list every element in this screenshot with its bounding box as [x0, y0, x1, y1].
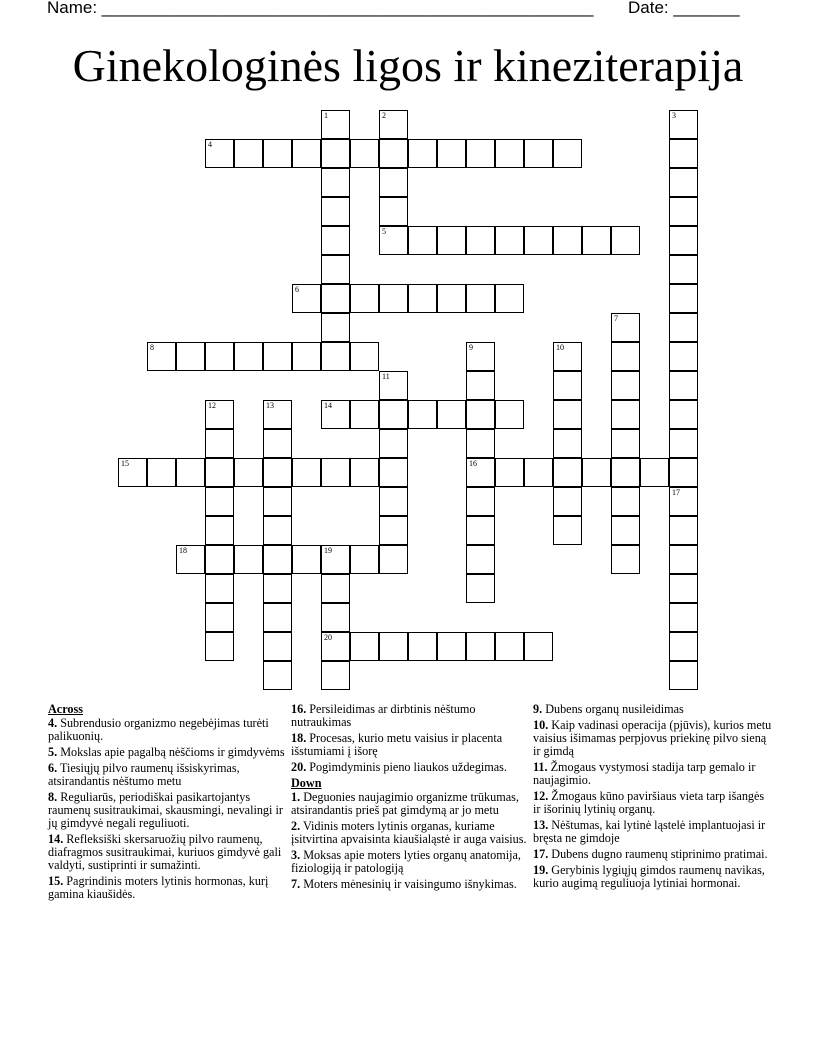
- grid-cell[interactable]: [350, 545, 379, 574]
- grid-cell[interactable]: [263, 400, 292, 429]
- grid-cell[interactable]: [350, 342, 379, 371]
- grid-cell[interactable]: [669, 110, 698, 139]
- clue-down-11: 11. Žmogaus vystymosi stadija tarp gemalo ir naujagimio.: [533, 760, 756, 787]
- grid-cell[interactable]: [350, 284, 379, 313]
- grid-cell[interactable]: [524, 632, 553, 661]
- grid-cell[interactable]: [553, 226, 582, 255]
- grid-cell[interactable]: [379, 168, 408, 197]
- grid-cell[interactable]: [495, 226, 524, 255]
- grid-cell[interactable]: [379, 487, 408, 516]
- clue-down-2: 2. Vidinis moters lytinis organas, kuriame įsitvirtina apvaisinta kiaušialąstė ir auga vaisius.: [291, 819, 527, 846]
- grid-cell[interactable]: [263, 458, 292, 487]
- grid-cell[interactable]: [408, 632, 437, 661]
- grid-cell[interactable]: [234, 139, 263, 168]
- clue-number: 2: [382, 111, 386, 120]
- grid-cell[interactable]: [379, 458, 408, 487]
- grid-cell[interactable]: [669, 603, 698, 632]
- grid-cell[interactable]: [205, 516, 234, 545]
- grid-cell[interactable]: [669, 284, 698, 313]
- grid-cell[interactable]: [495, 458, 524, 487]
- clue-across-20: 20. Pogimdyminis pieno liaukos uždegimas.: [291, 760, 507, 774]
- clue-number: 19: [324, 546, 332, 555]
- grid-cell[interactable]: [669, 545, 698, 574]
- clue-number: 8: [150, 343, 154, 352]
- grid-cell[interactable]: [205, 487, 234, 516]
- grid-cell[interactable]: [292, 284, 321, 313]
- grid-cell[interactable]: [669, 139, 698, 168]
- clue-down-17: 17. Dubens dugno raumenų stiprinimo pratimai.: [533, 847, 768, 861]
- grid-cell[interactable]: [321, 284, 350, 313]
- clue-number: 16: [469, 459, 477, 468]
- grid-cell[interactable]: [553, 342, 582, 371]
- grid-cell[interactable]: [669, 458, 698, 487]
- clue-across-8: 8. Reguliarūs, periodiškai pasikartojantys raumenų susitraukimai, skausmingi, nevalingi ir jų gimdyvė negali reguliuoti.: [48, 790, 283, 830]
- grid-cell[interactable]: [553, 487, 582, 516]
- clue-number: 3: [672, 111, 676, 120]
- grid-cell[interactable]: [263, 139, 292, 168]
- grid-cell[interactable]: [379, 516, 408, 545]
- grid-cell[interactable]: [466, 516, 495, 545]
- grid-cell[interactable]: [437, 139, 466, 168]
- grid-cell[interactable]: [669, 197, 698, 226]
- grid-cell[interactable]: [234, 342, 263, 371]
- grid-cell[interactable]: [147, 342, 176, 371]
- grid-cell[interactable]: [205, 632, 234, 661]
- page-title: Ginekologinės ligos ir kineziterapija: [72, 40, 744, 91]
- grid-cell[interactable]: [553, 429, 582, 458]
- grid-cell[interactable]: [669, 342, 698, 371]
- grid-cell[interactable]: [582, 458, 611, 487]
- grid-cell[interactable]: [263, 545, 292, 574]
- clue-down-13: 13. Nėštumas, kai lytinė ląstelė implantuojasi ir bręsta ne gimdoje: [533, 818, 766, 845]
- grid-cell[interactable]: [466, 284, 495, 313]
- grid-cell[interactable]: [321, 255, 350, 284]
- grid-cell[interactable]: [669, 516, 698, 545]
- clue-number: 1: [324, 111, 328, 120]
- grid-cell[interactable]: [205, 603, 234, 632]
- grid-cell[interactable]: [292, 545, 321, 574]
- clue-number: 20: [324, 633, 332, 642]
- grid-cell[interactable]: [553, 516, 582, 545]
- grid-cell[interactable]: [611, 371, 640, 400]
- clue-across-6: 6. Tiesiųjų pilvo raumenų išsiskyrimas, atsirandantis nėštumo metu: [48, 761, 240, 788]
- grid-cell[interactable]: [147, 458, 176, 487]
- grid-cell[interactable]: [611, 400, 640, 429]
- grid-cell[interactable]: [118, 458, 147, 487]
- clue-number: 6: [295, 285, 299, 294]
- grid-cell[interactable]: [669, 400, 698, 429]
- grid-cell[interactable]: [437, 226, 466, 255]
- grid-cell[interactable]: [611, 342, 640, 371]
- clues-column-3: [533, 703, 773, 893]
- grid-cell[interactable]: [669, 313, 698, 342]
- grid-cell[interactable]: [205, 545, 234, 574]
- grid-cell[interactable]: [321, 603, 350, 632]
- grid-cell[interactable]: [669, 371, 698, 400]
- grid-cell[interactable]: [611, 429, 640, 458]
- date-field: Date: _______: [628, 0, 740, 17]
- clue-number: 12: [208, 401, 216, 410]
- grid-cell[interactable]: [640, 458, 669, 487]
- grid-cell[interactable]: [408, 400, 437, 429]
- clue-across-4: 4. Subrendusio organizmo negebėjimas turėti palikuonių.: [48, 716, 269, 743]
- grid-cell[interactable]: [553, 400, 582, 429]
- grid-cell[interactable]: [611, 226, 640, 255]
- grid-cell[interactable]: [350, 139, 379, 168]
- clue-number: 18: [179, 546, 187, 555]
- grid-cell[interactable]: [321, 458, 350, 487]
- grid-cell[interactable]: [176, 545, 205, 574]
- grid-cell[interactable]: [611, 487, 640, 516]
- grid-cell[interactable]: [205, 342, 234, 371]
- clue-down-12: 12. Žmogaus kūno paviršiaus vieta tarp išangės ir išorinių lytinių organų.: [533, 789, 765, 816]
- grid-cell[interactable]: [321, 632, 350, 661]
- grid-cell[interactable]: [669, 226, 698, 255]
- clue-number: 11: [382, 372, 390, 381]
- grid-cell[interactable]: [408, 284, 437, 313]
- grid-cell[interactable]: [379, 371, 408, 400]
- clue-down-19: 19. Gerybinis lygiųjų gimdos raumenų navikas, kurio augimą reguliuoja lytiniai hormonai.: [533, 863, 765, 890]
- clue-number: 7: [614, 314, 618, 323]
- grid-cell[interactable]: [321, 139, 350, 168]
- grid-cell[interactable]: [437, 400, 466, 429]
- clue-across-14: 14. Refleksiški skersaruožių pilvo raumenų, diafragmos susitraukimai, kuriuos gimdyvė gali valdyti, sustiprinti ir sumažinti.: [48, 832, 282, 872]
- grid-cell[interactable]: [495, 139, 524, 168]
- across-heading: Across: [48, 702, 83, 716]
- grid-cell[interactable]: [495, 632, 524, 661]
- clue-number: 10: [556, 343, 564, 352]
- grid-cell[interactable]: [466, 400, 495, 429]
- grid-cell[interactable]: [234, 458, 263, 487]
- grid-cell[interactable]: [350, 400, 379, 429]
- grid-cell[interactable]: [263, 487, 292, 516]
- grid-cell[interactable]: [466, 632, 495, 661]
- grid-cell[interactable]: [379, 632, 408, 661]
- clue-across-15: 15. Pagrindinis moters lytinis hormonas, kurį gamina kiaušidės.: [48, 874, 269, 901]
- grid-cell[interactable]: [205, 574, 234, 603]
- grid-cell[interactable]: [466, 458, 495, 487]
- grid-cell[interactable]: [350, 632, 379, 661]
- grid-cell[interactable]: [350, 458, 379, 487]
- clue-number: 13: [266, 401, 274, 410]
- grid-cell[interactable]: [495, 284, 524, 313]
- grid-cell[interactable]: [669, 661, 698, 690]
- grid-cell[interactable]: [669, 255, 698, 284]
- grid-cell[interactable]: [379, 284, 408, 313]
- grid-cell[interactable]: [292, 342, 321, 371]
- grid-cell[interactable]: [524, 226, 553, 255]
- grid-cell[interactable]: [669, 574, 698, 603]
- clue-number: 17: [672, 488, 680, 497]
- grid-cell[interactable]: [263, 574, 292, 603]
- grid-cell[interactable]: [321, 342, 350, 371]
- grid-cell[interactable]: [379, 400, 408, 429]
- grid-cell[interactable]: [669, 429, 698, 458]
- clue-number: 5: [382, 227, 386, 236]
- grid-cell[interactable]: [321, 661, 350, 690]
- grid-cell[interactable]: [524, 458, 553, 487]
- grid-cell[interactable]: [321, 168, 350, 197]
- clues-column-2: [291, 703, 531, 894]
- grid-cell[interactable]: [582, 226, 611, 255]
- clues-column-1: [48, 703, 288, 904]
- grid-cell[interactable]: [466, 342, 495, 371]
- grid-cell[interactable]: [321, 545, 350, 574]
- grid-cell[interactable]: [611, 313, 640, 342]
- grid-cell[interactable]: [466, 371, 495, 400]
- grid-cell[interactable]: [379, 226, 408, 255]
- clue-across-5: 5. Mokslas apie pagalbą nėščioms ir gimdyvėms: [48, 745, 285, 759]
- grid-cell[interactable]: [553, 458, 582, 487]
- grid-cell[interactable]: [263, 632, 292, 661]
- grid-cell[interactable]: [611, 516, 640, 545]
- grid-cell[interactable]: [321, 226, 350, 255]
- grid-cell[interactable]: [234, 545, 263, 574]
- grid-cell[interactable]: [379, 545, 408, 574]
- grid-cell[interactable]: [205, 139, 234, 168]
- grid-cell[interactable]: [263, 603, 292, 632]
- grid-cell[interactable]: [292, 458, 321, 487]
- grid-cell[interactable]: [553, 371, 582, 400]
- grid-cell[interactable]: [263, 342, 292, 371]
- grid-cell[interactable]: [205, 458, 234, 487]
- clue-number: 4: [208, 140, 212, 149]
- grid-cell[interactable]: [611, 458, 640, 487]
- clue-number: 9: [469, 343, 473, 352]
- grid-cell[interactable]: [321, 400, 350, 429]
- grid-cell[interactable]: [611, 545, 640, 574]
- clue-across-18: 18. Procesas, kurio metu vaisius ir placenta išstumiami į išorę: [291, 731, 503, 758]
- grid-cell[interactable]: [495, 400, 524, 429]
- grid-cell[interactable]: [263, 429, 292, 458]
- clue-number: 15: [121, 459, 129, 468]
- grid-cell[interactable]: [379, 197, 408, 226]
- grid-cell[interactable]: [408, 139, 437, 168]
- grid-cell[interactable]: [321, 197, 350, 226]
- clue-down-1: 1. Deguonies naujagimio organizme trūkumas, atsirandantis prieš pat gimdymą ar jo metu: [291, 790, 519, 817]
- grid-cell[interactable]: [205, 400, 234, 429]
- name-field: Name: ____________________________________________________: [47, 0, 594, 17]
- grid-cell[interactable]: [437, 284, 466, 313]
- grid-cell[interactable]: [553, 139, 582, 168]
- grid-cell[interactable]: [292, 139, 321, 168]
- grid-cell[interactable]: [321, 313, 350, 342]
- grid-cell[interactable]: [263, 516, 292, 545]
- grid-cell[interactable]: [379, 110, 408, 139]
- grid-cell[interactable]: [669, 168, 698, 197]
- grid-cell[interactable]: [205, 429, 234, 458]
- grid-cell[interactable]: [176, 342, 205, 371]
- grid-cell[interactable]: [379, 429, 408, 458]
- clue-down-9: 9. Dubens organų nusileidimas: [533, 702, 684, 716]
- grid-cell[interactable]: [466, 429, 495, 458]
- clue-number: 14: [324, 401, 332, 410]
- grid-cell[interactable]: [669, 487, 698, 516]
- clue-down-10: 10. Kaip vadinasi operacija (pjūvis), kurios metu vaisius išimamas perpjovus priekinę pilvo sieną ir gimdą: [533, 718, 772, 758]
- grid-cell[interactable]: [263, 661, 292, 690]
- clue-down-3: 3. Moksas apie moters lyties organų anatomija, fiziologiją ir patologiją: [291, 848, 521, 875]
- grid-cell[interactable]: [524, 139, 553, 168]
- clue-across-16: 16. Persileidimas ar dirbtinis nėštumo nutraukimas: [291, 702, 476, 729]
- grid-cell[interactable]: [408, 226, 437, 255]
- grid-cell[interactable]: [321, 574, 350, 603]
- grid-cell[interactable]: [669, 632, 698, 661]
- down-heading: Down: [291, 776, 322, 790]
- clue-down-7: 7. Moters mėnesinių ir vaisingumo išnykimas.: [291, 877, 517, 891]
- grid-cell[interactable]: [437, 632, 466, 661]
- grid-cell[interactable]: [176, 458, 205, 487]
- grid-cell[interactable]: [466, 139, 495, 168]
- grid-cell[interactable]: [466, 574, 495, 603]
- grid-cell[interactable]: [321, 110, 350, 139]
- grid-cell[interactable]: [466, 545, 495, 574]
- grid-cell[interactable]: [466, 226, 495, 255]
- grid-cell[interactable]: [466, 487, 495, 516]
- grid-cell[interactable]: [379, 139, 408, 168]
